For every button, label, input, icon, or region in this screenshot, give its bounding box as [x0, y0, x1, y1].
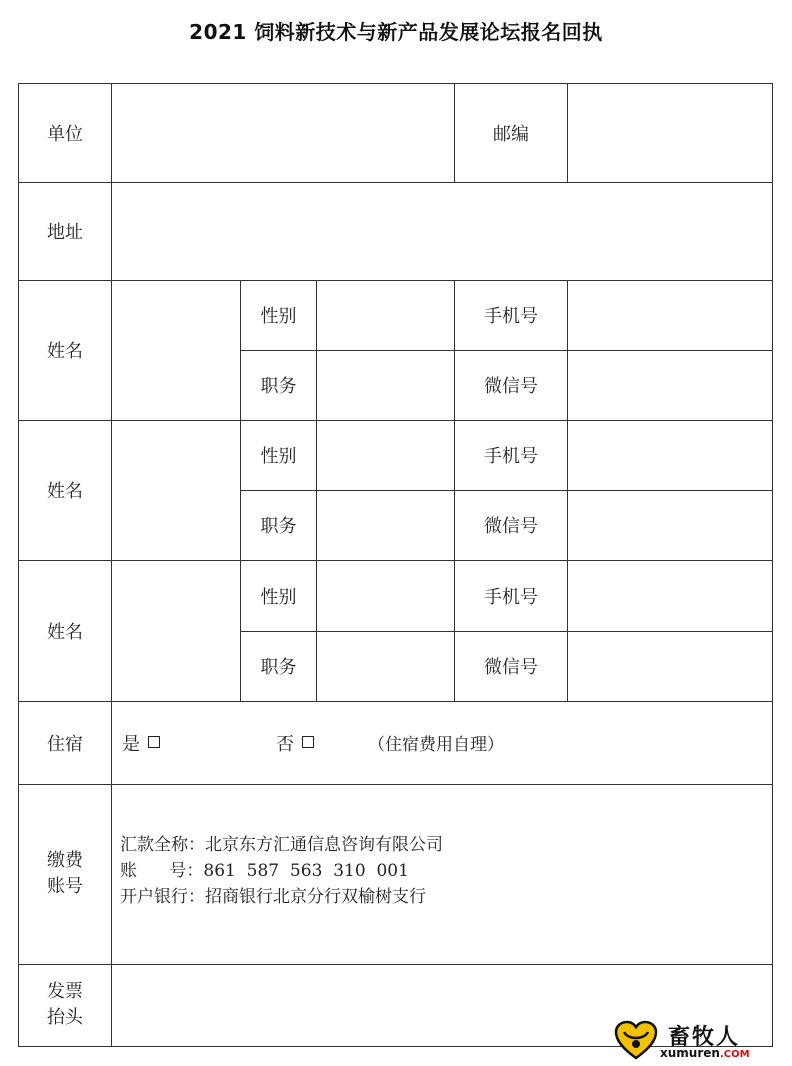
name-label-3: 姓名: [47, 621, 83, 643]
wechat-label-1: 微信号: [484, 376, 538, 397]
gender-field-1[interactable]: [317, 281, 454, 350]
form-title: 2021 饲料新技术与新产品发展论坛报名回执: [189, 20, 603, 44]
wechat-field-1[interactable]: [568, 351, 772, 420]
address-field[interactable]: [112, 183, 772, 280]
mobile-field-1[interactable]: [568, 281, 772, 350]
wechat-label-3: 微信号: [484, 657, 538, 678]
lodging-no-label: 否: [276, 733, 294, 755]
account-number: 账 号：861 587 563 310 001: [120, 861, 409, 881]
name-label-1: 姓名: [47, 341, 83, 362]
logo-english-text: [660, 1046, 750, 1060]
position-field-2[interactable]: [317, 491, 454, 560]
payment-label-line2: 账号: [47, 876, 83, 897]
logo-domain: xumuren: [660, 1046, 720, 1060]
lodging-label: 住宿: [47, 733, 83, 755]
mobile-field-2[interactable]: [568, 421, 772, 490]
postcode-field[interactable]: [568, 84, 772, 182]
mobile-field-3[interactable]: [568, 561, 772, 631]
unit-field[interactable]: [112, 84, 454, 182]
lodging-yes-checkbox[interactable]: [148, 736, 160, 748]
gender-label-3: 性别: [260, 586, 297, 608]
wechat-field-3[interactable]: [568, 632, 772, 701]
position-label-3: 职务: [260, 657, 297, 678]
xumuren-logo: [612, 1018, 782, 1062]
gender-label-1: 性别: [260, 306, 297, 327]
position-label-2: 职务: [260, 516, 297, 537]
mobile-label-2: 手机号: [484, 446, 538, 467]
payee-name: 汇款全称：北京东方汇通信息咨询有限公司: [120, 835, 443, 855]
gender-label-2: 性别: [260, 446, 297, 467]
payment-label-line1: 缴费: [47, 850, 83, 871]
divider: [18, 784, 773, 785]
unit-label: 单位: [47, 123, 83, 145]
wechat-field-2[interactable]: [568, 491, 772, 560]
bank-name: 开户银行：招商银行北京分行双榆树支行: [120, 887, 426, 907]
payment-info: [120, 832, 443, 910]
lodging-note: （住宿费用自理）: [368, 735, 504, 755]
lodging-no-option[interactable]: [276, 701, 356, 784]
mobile-label-1: 手机号: [484, 306, 538, 327]
name-label-2: 姓名: [47, 481, 83, 502]
name-field-3[interactable]: [112, 561, 240, 701]
invoice-label: [18, 964, 112, 1046]
heart-icon: [612, 1018, 660, 1062]
gender-field-2[interactable]: [317, 421, 454, 490]
position-label-1: 职务: [260, 376, 297, 397]
invoice-label-line2: 抬头: [47, 1007, 83, 1028]
logo-chinese-text: 畜牧人: [668, 1024, 741, 1050]
payment-label: [18, 784, 112, 964]
logo-tld: .COM: [719, 1049, 750, 1060]
lodging-yes-label: 是: [122, 733, 140, 755]
name-field-1[interactable]: [112, 281, 240, 420]
invoice-label-line1: 发票: [47, 981, 83, 1002]
position-field-3[interactable]: [317, 632, 454, 701]
name-field-2[interactable]: [112, 421, 240, 560]
position-field-1[interactable]: [317, 351, 454, 420]
table-border-right: [772, 83, 773, 1047]
lodging-no-checkbox[interactable]: [302, 736, 314, 748]
address-label: 地址: [47, 222, 83, 243]
wechat-label-2: 微信号: [484, 516, 538, 537]
postcode-label: 邮编: [493, 123, 529, 145]
lodging-yes-option[interactable]: [122, 701, 242, 784]
mobile-label-3: 手机号: [484, 586, 538, 608]
gender-field-3[interactable]: [317, 561, 454, 631]
